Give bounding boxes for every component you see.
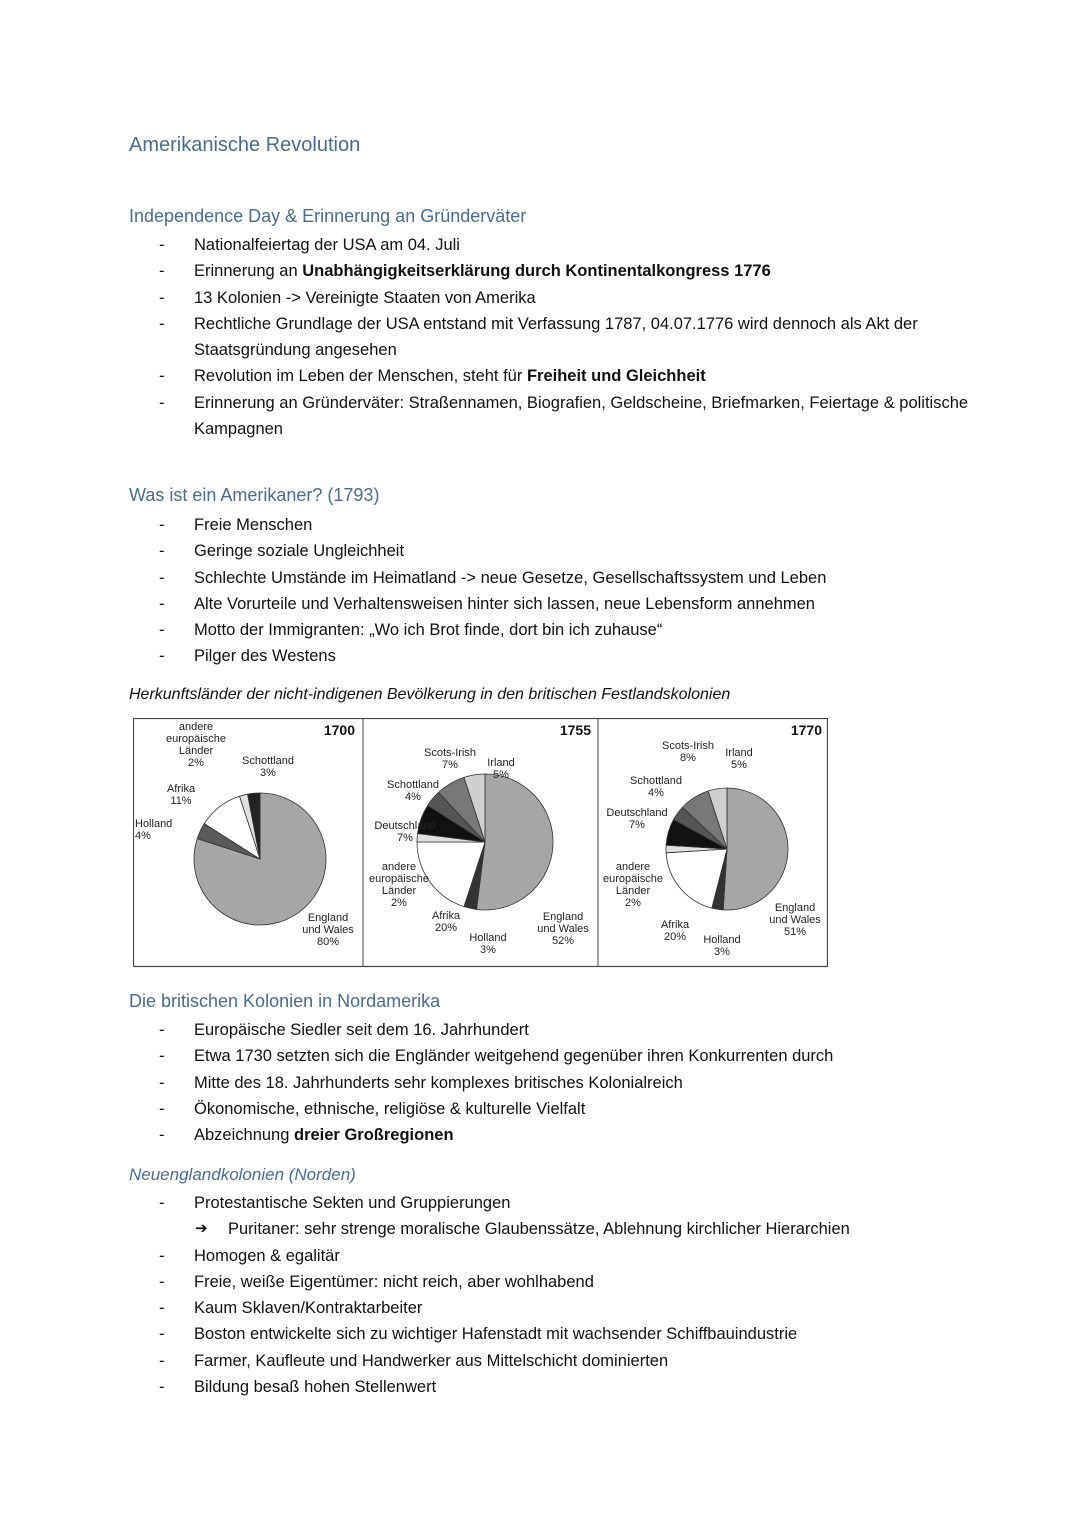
pie-label-text: Afrika xyxy=(166,783,196,795)
pie-charts-svg xyxy=(133,718,828,968)
pie-label-text: 3% xyxy=(260,767,276,779)
pie-label-2-2 xyxy=(661,919,690,943)
pie-label-text: 3% xyxy=(714,946,730,958)
section-heading-britische-kolonien: Die britischen Kolonien in Nordamerika xyxy=(129,991,441,1011)
pie-label-text: Deutschland xyxy=(374,820,436,832)
pie-label-text: 8% xyxy=(680,752,696,764)
pie-label-text: Scots-Irish xyxy=(424,747,476,759)
list-item: - Pilger des Westens xyxy=(159,647,336,666)
britische-kolonien-list xyxy=(129,1017,979,1148)
pie-label-text: 11% xyxy=(170,795,192,807)
pie-charts-figure xyxy=(133,718,828,968)
pie-label-text: Holland xyxy=(469,932,507,944)
pie-label-text: Schottland xyxy=(387,779,439,791)
pie-label-0-2 xyxy=(167,783,196,807)
pie-year-title: 1700 xyxy=(323,722,355,738)
list-item: - Farmer, Kaufleute und Handwerker aus Mittelschicht dominierten xyxy=(159,1351,669,1370)
independence-day-list xyxy=(129,232,979,442)
pie-label-text: England xyxy=(307,912,349,924)
pie-label-text: andere xyxy=(178,721,214,733)
list-item: - Freie Menschen xyxy=(159,516,313,534)
pie-label-text: europäische xyxy=(369,873,429,885)
list-item: - Revolution im Leben der Menschen, steht für Freiheit und Gleichheit xyxy=(159,367,706,386)
list-item: - Freie, weiße Eigentümer: nicht reich, aber wohlhabend xyxy=(159,1272,594,1291)
pie-label-text: Länder xyxy=(615,885,651,897)
list-item: - Motto der Immigranten: „Wo ich Brot finde, dort bin ich zuhause“ xyxy=(159,621,663,640)
list-item: - Schlechte Umstände im Heimatland -> neue Gesetze, Gesellschaftssystem und Leben xyxy=(159,568,827,587)
section-heading-was-ist-ein-amerikaner: Was ist ein Amerikaner? (1793) xyxy=(129,485,380,505)
pie-label-text: 7% xyxy=(442,759,458,771)
list-item: - Nationalfeiertag der USA am 04. Juli xyxy=(159,236,460,254)
document-title: Amerikanische Revolution xyxy=(129,134,361,156)
list-item: - Etwa 1730 setzten sich die Engländer weitgehend gegenüber ihren Konkurrenten durch xyxy=(159,1047,834,1066)
list-item: - Erinnerung an Unabhängigkeitserklärung durch Kontinentalkongress 1776 xyxy=(159,262,771,281)
pie-label-text: 2% xyxy=(391,897,407,909)
list-item: - Rechtliche Grundlage der USA entstand mit Verfassung 1787, 04.07.1776 wird dennoch als Akt der Staatsgründung angesehen xyxy=(159,314,918,360)
pie-label-text: Holland xyxy=(135,818,173,830)
list-item: - Erinnerung an Gründerväter: Straßennamen, Biografien, Geldscheine, Briefmarken, Feiertage & politische Kampagnen xyxy=(159,393,969,439)
list-item: - Europäische Siedler seit dem 16. Jahrhundert xyxy=(159,1021,529,1039)
pie-label-text: 3% xyxy=(480,944,496,956)
pie-label-text: und Wales xyxy=(769,914,821,926)
pie-label-text: europäische xyxy=(166,733,226,745)
pie-label-text: andere xyxy=(615,861,651,873)
pie-label-text: Afrika xyxy=(660,919,690,931)
pie-label-text: Schottland xyxy=(630,775,682,787)
pie-label-text: 52% xyxy=(551,935,575,947)
list-item: - Ökonomische, ethnische, religiöse & kulturelle Vielfalt xyxy=(159,1099,586,1118)
pie-label-text: 4% xyxy=(648,787,664,799)
list-item: - Abzeichnung dreier Großregionen xyxy=(159,1126,454,1145)
list-item: - Boston entwickelte sich zu wichtiger Hafenstadt mit wachsender Schiffbauindustrie xyxy=(159,1325,798,1344)
list-item: - Homogen & egalitär xyxy=(159,1246,340,1265)
arrow-right-icon: ➔ xyxy=(195,1220,208,1238)
pie-label-text: 20% xyxy=(434,922,458,934)
pie-year-title: 1770 xyxy=(790,722,822,738)
pie-label-text: und Wales xyxy=(302,924,354,936)
pie-label-text: 2% xyxy=(625,897,641,909)
section-heading-independence-day: Independence Day & Erinnerung an Gründerväter xyxy=(129,206,527,226)
pie-label-text: Schottland xyxy=(242,755,294,767)
pie-label-text: 4% xyxy=(405,791,421,803)
list-item: - Protestantische Sekten und Gruppierungen xyxy=(159,1194,511,1212)
pie-label-text: England xyxy=(542,911,584,923)
pie-label-text: Irland xyxy=(487,757,515,769)
pie-label-text: England xyxy=(774,902,816,914)
pie-label-text: 20% xyxy=(663,931,687,943)
pie-label-text: und Wales xyxy=(537,923,589,935)
pie-label-text: Länder xyxy=(381,885,417,897)
list-item: - Alte Vorurteile und Verhaltensweisen hinter sich lassen, neue Lebensform annehmen xyxy=(159,594,815,613)
pie-label-text: Holland xyxy=(703,934,741,946)
pie-label-text: 7% xyxy=(397,832,413,844)
pie-label-text: Irland xyxy=(725,747,753,759)
pie-label-text: 2% xyxy=(188,757,204,769)
pie-label-text: andere xyxy=(381,861,417,873)
list-item: - Kaum Sklaven/Kontraktarbeiter xyxy=(159,1299,423,1318)
subsection-heading-neuengland: Neuenglandkolonien (Norden) xyxy=(129,1165,356,1184)
amerikaner-list xyxy=(129,512,979,670)
pie-label-text: 5% xyxy=(493,769,509,781)
list-item: - Bildung besaß hohen Stellenwert xyxy=(159,1378,437,1397)
pie-label-text: Afrika xyxy=(431,910,461,922)
pie-label-text: 80% xyxy=(316,936,340,948)
sub-list-item: ➔ Puritaner: sehr strenge moralische Glaubenssätze, Ablehnung kirchlicher Hierarchien xyxy=(129,1216,979,1242)
list-item: - 13 Kolonien -> Vereinigte Staaten von Amerika xyxy=(159,288,536,307)
pie-label-text: 5% xyxy=(731,759,747,771)
pie-label-text: 51% xyxy=(783,926,807,938)
neuengland-list xyxy=(129,1190,979,1400)
list-item: - Geringe soziale Ungleichheit xyxy=(159,542,405,561)
pie-year-title: 1755 xyxy=(559,722,591,738)
pie-label-text: 7% xyxy=(629,819,645,831)
pie-label-text: europäische xyxy=(603,873,663,885)
figure-caption: Herkunftsländer der nicht-indigenen Bevölkerung in den britischen Festlandskolonien xyxy=(129,686,731,703)
pie-label-text: Länder xyxy=(178,745,214,757)
pie-label-text: 4% xyxy=(135,830,151,842)
pie-label-text: Scots-Irish xyxy=(662,740,714,752)
pie-label-1-2 xyxy=(432,910,461,934)
pie-label-text: Deutschland xyxy=(606,807,668,819)
list-item: - Mitte des 18. Jahrhunderts sehr komplexes britisches Kolonialreich xyxy=(159,1073,683,1092)
